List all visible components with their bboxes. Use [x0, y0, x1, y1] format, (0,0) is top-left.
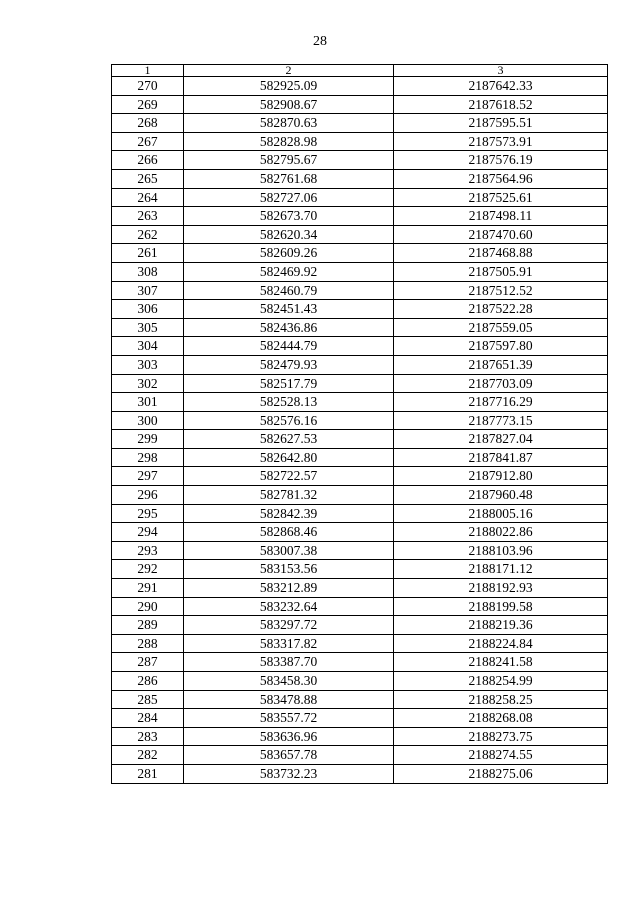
table-row	[112, 151, 608, 170]
x-coordinate-cell: 582795.67	[184, 151, 394, 170]
x-coordinate-cell: 583297.72	[184, 616, 394, 635]
table-row	[112, 169, 608, 188]
table-row	[112, 690, 608, 709]
point-number-cell: 261	[112, 244, 184, 263]
table-row	[112, 672, 608, 691]
y-coordinate-cell: 2188258.25	[394, 690, 608, 709]
point-number-cell: 300	[112, 411, 184, 430]
y-coordinate-cell: 2187576.19	[394, 151, 608, 170]
table-row	[112, 764, 608, 783]
point-number-cell: 291	[112, 579, 184, 598]
y-coordinate-cell: 2188241.58	[394, 653, 608, 672]
table-row	[112, 411, 608, 430]
x-coordinate-cell: 582576.16	[184, 411, 394, 430]
x-coordinate-cell: 582528.13	[184, 393, 394, 412]
table-row	[112, 541, 608, 560]
point-number-cell: 269	[112, 95, 184, 114]
x-coordinate-cell: 582460.79	[184, 281, 394, 300]
point-number-cell: 302	[112, 374, 184, 393]
table-row	[112, 634, 608, 653]
x-coordinate-cell: 583387.70	[184, 653, 394, 672]
y-coordinate-cell: 2187703.09	[394, 374, 608, 393]
table-row	[112, 579, 608, 598]
x-coordinate-cell: 582469.92	[184, 262, 394, 281]
y-coordinate-cell: 2187651.39	[394, 355, 608, 374]
x-coordinate-cell: 582781.32	[184, 486, 394, 505]
x-coordinate-cell: 583317.82	[184, 634, 394, 653]
point-number-cell: 267	[112, 132, 184, 151]
table-row	[112, 355, 608, 374]
x-coordinate-cell: 582444.79	[184, 337, 394, 356]
page-number: 28	[313, 34, 327, 49]
point-number-cell: 307	[112, 281, 184, 300]
point-number-cell: 262	[112, 225, 184, 244]
coordinates-table	[111, 64, 608, 784]
point-number-cell: 283	[112, 727, 184, 746]
y-coordinate-cell: 2187470.60	[394, 225, 608, 244]
y-coordinate-cell: 2187505.91	[394, 262, 608, 281]
y-coordinate-cell: 2188103.96	[394, 541, 608, 560]
table-row	[112, 114, 608, 133]
table-row	[112, 486, 608, 505]
point-number-cell: 286	[112, 672, 184, 691]
column-header-y: 3	[394, 65, 608, 77]
x-coordinate-cell: 582642.80	[184, 448, 394, 467]
y-coordinate-cell: 2188268.08	[394, 709, 608, 728]
x-coordinate-cell: 582870.63	[184, 114, 394, 133]
header-row	[112, 65, 608, 77]
point-number-cell: 266	[112, 151, 184, 170]
point-number-cell: 285	[112, 690, 184, 709]
x-coordinate-cell: 583232.64	[184, 597, 394, 616]
table-row	[112, 560, 608, 579]
x-coordinate-cell: 583153.56	[184, 560, 394, 579]
x-coordinate-cell: 583478.88	[184, 690, 394, 709]
table-row	[112, 523, 608, 542]
x-coordinate-cell: 583657.78	[184, 746, 394, 765]
y-coordinate-cell: 2187960.48	[394, 486, 608, 505]
point-number-cell: 287	[112, 653, 184, 672]
y-coordinate-cell: 2187525.61	[394, 188, 608, 207]
y-coordinate-cell: 2188199.58	[394, 597, 608, 616]
x-coordinate-cell: 582627.53	[184, 430, 394, 449]
table-row	[112, 77, 608, 96]
x-coordinate-cell: 582517.79	[184, 374, 394, 393]
x-coordinate-cell: 582828.98	[184, 132, 394, 151]
x-coordinate-cell: 582842.39	[184, 504, 394, 523]
point-number-cell: 306	[112, 300, 184, 319]
point-number-cell: 308	[112, 262, 184, 281]
table-row	[112, 188, 608, 207]
table-row	[112, 430, 608, 449]
table-row	[112, 467, 608, 486]
y-coordinate-cell: 2188022.86	[394, 523, 608, 542]
x-coordinate-cell: 582436.86	[184, 318, 394, 337]
y-coordinate-cell: 2188224.84	[394, 634, 608, 653]
point-number-cell: 297	[112, 467, 184, 486]
x-coordinate-cell: 582673.70	[184, 207, 394, 226]
table-row	[112, 337, 608, 356]
point-number-cell: 289	[112, 616, 184, 635]
point-number-cell: 270	[112, 77, 184, 96]
y-coordinate-cell: 2188171.12	[394, 560, 608, 579]
y-coordinate-cell: 2187573.91	[394, 132, 608, 151]
y-coordinate-cell: 2187773.15	[394, 411, 608, 430]
y-coordinate-cell: 2188273.75	[394, 727, 608, 746]
y-coordinate-cell: 2187498.11	[394, 207, 608, 226]
y-coordinate-cell: 2187597.80	[394, 337, 608, 356]
point-number-cell: 293	[112, 541, 184, 560]
x-coordinate-cell: 583636.96	[184, 727, 394, 746]
y-coordinate-cell: 2187522.28	[394, 300, 608, 319]
x-coordinate-cell: 583557.72	[184, 709, 394, 728]
point-number-cell: 263	[112, 207, 184, 226]
point-number-cell: 295	[112, 504, 184, 523]
table-row	[112, 132, 608, 151]
point-number-cell: 299	[112, 430, 184, 449]
x-coordinate-cell: 582925.09	[184, 77, 394, 96]
x-coordinate-cell: 582609.26	[184, 244, 394, 263]
table-body	[112, 77, 608, 784]
column-header-point: 1	[112, 65, 184, 77]
x-coordinate-cell: 582868.46	[184, 523, 394, 542]
x-coordinate-cell: 582908.67	[184, 95, 394, 114]
point-number-cell: 284	[112, 709, 184, 728]
y-coordinate-cell: 2188192.93	[394, 579, 608, 598]
point-number-cell: 288	[112, 634, 184, 653]
table-row	[112, 281, 608, 300]
y-coordinate-cell: 2187642.33	[394, 77, 608, 96]
y-coordinate-cell: 2187564.96	[394, 169, 608, 188]
x-coordinate-cell: 583007.38	[184, 541, 394, 560]
y-coordinate-cell: 2188219.36	[394, 616, 608, 635]
y-coordinate-cell: 2188275.06	[394, 764, 608, 783]
table-row	[112, 448, 608, 467]
y-coordinate-cell: 2187512.52	[394, 281, 608, 300]
point-number-cell: 303	[112, 355, 184, 374]
x-coordinate-cell: 583212.89	[184, 579, 394, 598]
point-number-cell: 305	[112, 318, 184, 337]
table-row	[112, 374, 608, 393]
x-coordinate-cell: 583458.30	[184, 672, 394, 691]
point-number-cell: 268	[112, 114, 184, 133]
table-row	[112, 225, 608, 244]
table-row	[112, 727, 608, 746]
y-coordinate-cell: 2187912.80	[394, 467, 608, 486]
table-row	[112, 504, 608, 523]
table-row	[112, 393, 608, 412]
table-row	[112, 262, 608, 281]
y-coordinate-cell: 2187716.29	[394, 393, 608, 412]
point-number-cell: 294	[112, 523, 184, 542]
point-number-cell: 301	[112, 393, 184, 412]
x-coordinate-cell: 582479.93	[184, 355, 394, 374]
y-coordinate-cell: 2187559.05	[394, 318, 608, 337]
y-coordinate-cell: 2187618.52	[394, 95, 608, 114]
point-number-cell: 281	[112, 764, 184, 783]
table-row	[112, 746, 608, 765]
y-coordinate-cell: 2188005.16	[394, 504, 608, 523]
table-header	[112, 65, 608, 77]
point-number-cell: 298	[112, 448, 184, 467]
x-coordinate-cell: 582451.43	[184, 300, 394, 319]
y-coordinate-cell: 2188254.99	[394, 672, 608, 691]
x-coordinate-cell: 582761.68	[184, 169, 394, 188]
x-coordinate-cell: 582620.34	[184, 225, 394, 244]
point-number-cell: 304	[112, 337, 184, 356]
table-row	[112, 616, 608, 635]
table-row	[112, 653, 608, 672]
column-header-x: 2	[184, 65, 394, 77]
point-number-cell: 292	[112, 560, 184, 579]
y-coordinate-cell: 2187468.88	[394, 244, 608, 263]
table-row	[112, 709, 608, 728]
point-number-cell: 282	[112, 746, 184, 765]
table-row	[112, 244, 608, 263]
y-coordinate-cell: 2187841.87	[394, 448, 608, 467]
x-coordinate-cell: 582727.06	[184, 188, 394, 207]
y-coordinate-cell: 2188274.55	[394, 746, 608, 765]
point-number-cell: 264	[112, 188, 184, 207]
point-number-cell: 290	[112, 597, 184, 616]
table-row	[112, 300, 608, 319]
table-row	[112, 318, 608, 337]
point-number-cell: 296	[112, 486, 184, 505]
table-row	[112, 207, 608, 226]
y-coordinate-cell: 2187595.51	[394, 114, 608, 133]
table-row	[112, 597, 608, 616]
table-row	[112, 95, 608, 114]
point-number-cell: 265	[112, 169, 184, 188]
y-coordinate-cell: 2187827.04	[394, 430, 608, 449]
x-coordinate-cell: 582722.57	[184, 467, 394, 486]
x-coordinate-cell: 583732.23	[184, 764, 394, 783]
